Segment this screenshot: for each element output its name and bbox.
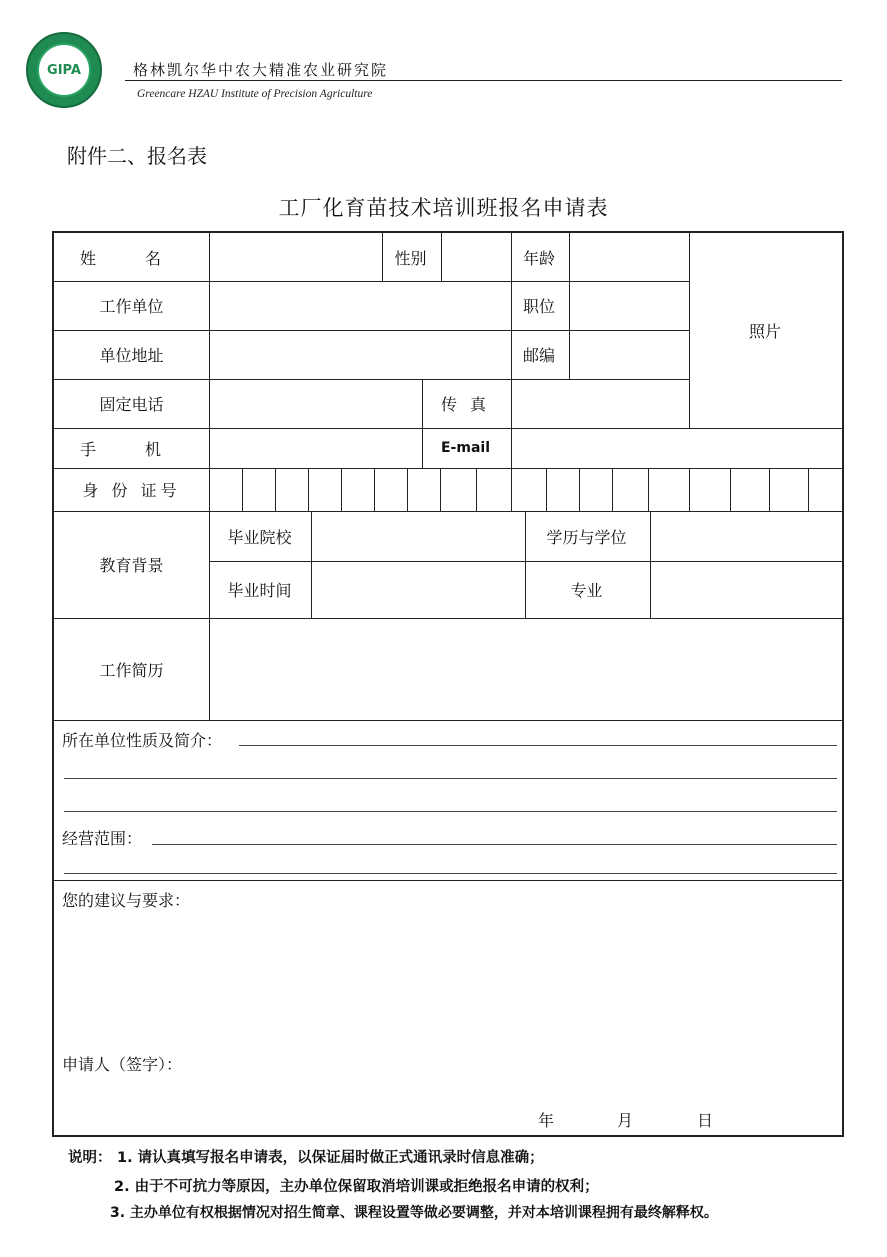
label-fax: 传 真 xyxy=(440,395,491,414)
label-year: 年 xyxy=(538,1111,555,1130)
label-postcode: 邮编 xyxy=(522,346,555,365)
logo-text: GIPA xyxy=(47,63,81,78)
org-name-cn: 格林凯尔华中农大精准农业研究院 xyxy=(133,61,389,79)
attachment-label: 附件二、报名表 xyxy=(67,144,207,168)
label-work-unit: 工作单位 xyxy=(99,297,164,316)
form-title: 工厂化育苗技术培训班报名申请表 xyxy=(278,196,609,220)
label-id-number: 身 份 证号 xyxy=(82,481,181,500)
note-item-3: 3. 主办单位有权根据情况对招生简章、课程设置等做必要调整，并对本培训课程拥有最终解释权。 xyxy=(110,1205,718,1221)
label-name: 姓 名 xyxy=(79,248,184,268)
note-item-1: 1. 请认真填写报名申请表，以保证届时做正式通讯录时信息准确； xyxy=(117,1150,544,1166)
label-grad-time: 毕业时间 xyxy=(227,581,292,600)
label-unit-address: 单位地址 xyxy=(99,346,164,365)
label-unit-nature: 所在单位性质及简介： xyxy=(62,731,223,750)
label-landline: 固定电话 xyxy=(99,395,164,414)
header-divider xyxy=(125,80,842,81)
label-gender: 性别 xyxy=(394,248,427,268)
label-degree: 学历与学位 xyxy=(546,527,627,547)
institute-logo xyxy=(26,32,102,108)
label-grad-school: 毕业院校 xyxy=(227,527,292,547)
org-name-en: Greencare HZAU Institute of Precision Agriculture xyxy=(137,88,373,100)
label-applicant-sign: 申请人（签字）： xyxy=(62,1055,183,1074)
label-mobile: 手 机 xyxy=(79,439,184,459)
label-email: E-mail xyxy=(440,440,490,456)
label-photo: 照片 xyxy=(748,321,781,341)
label-age: 年龄 xyxy=(522,248,555,268)
label-suggestions: 您的建议与要求： xyxy=(62,891,191,910)
label-day: 日 xyxy=(697,1111,714,1130)
label-position: 职位 xyxy=(522,297,555,316)
label-work-history: 工作简历 xyxy=(99,660,164,680)
label-business-scope: 经营范围： xyxy=(62,829,143,848)
note-item-2: 2. 由于不可抗力等原因，主办单位保留取消培训课或拒绝报名申请的权利； xyxy=(114,1179,599,1195)
label-month: 月 xyxy=(617,1111,634,1130)
label-education: 教育背景 xyxy=(99,556,164,575)
label-major: 专业 xyxy=(570,581,603,600)
notes-prefix: 说明： xyxy=(68,1150,112,1166)
